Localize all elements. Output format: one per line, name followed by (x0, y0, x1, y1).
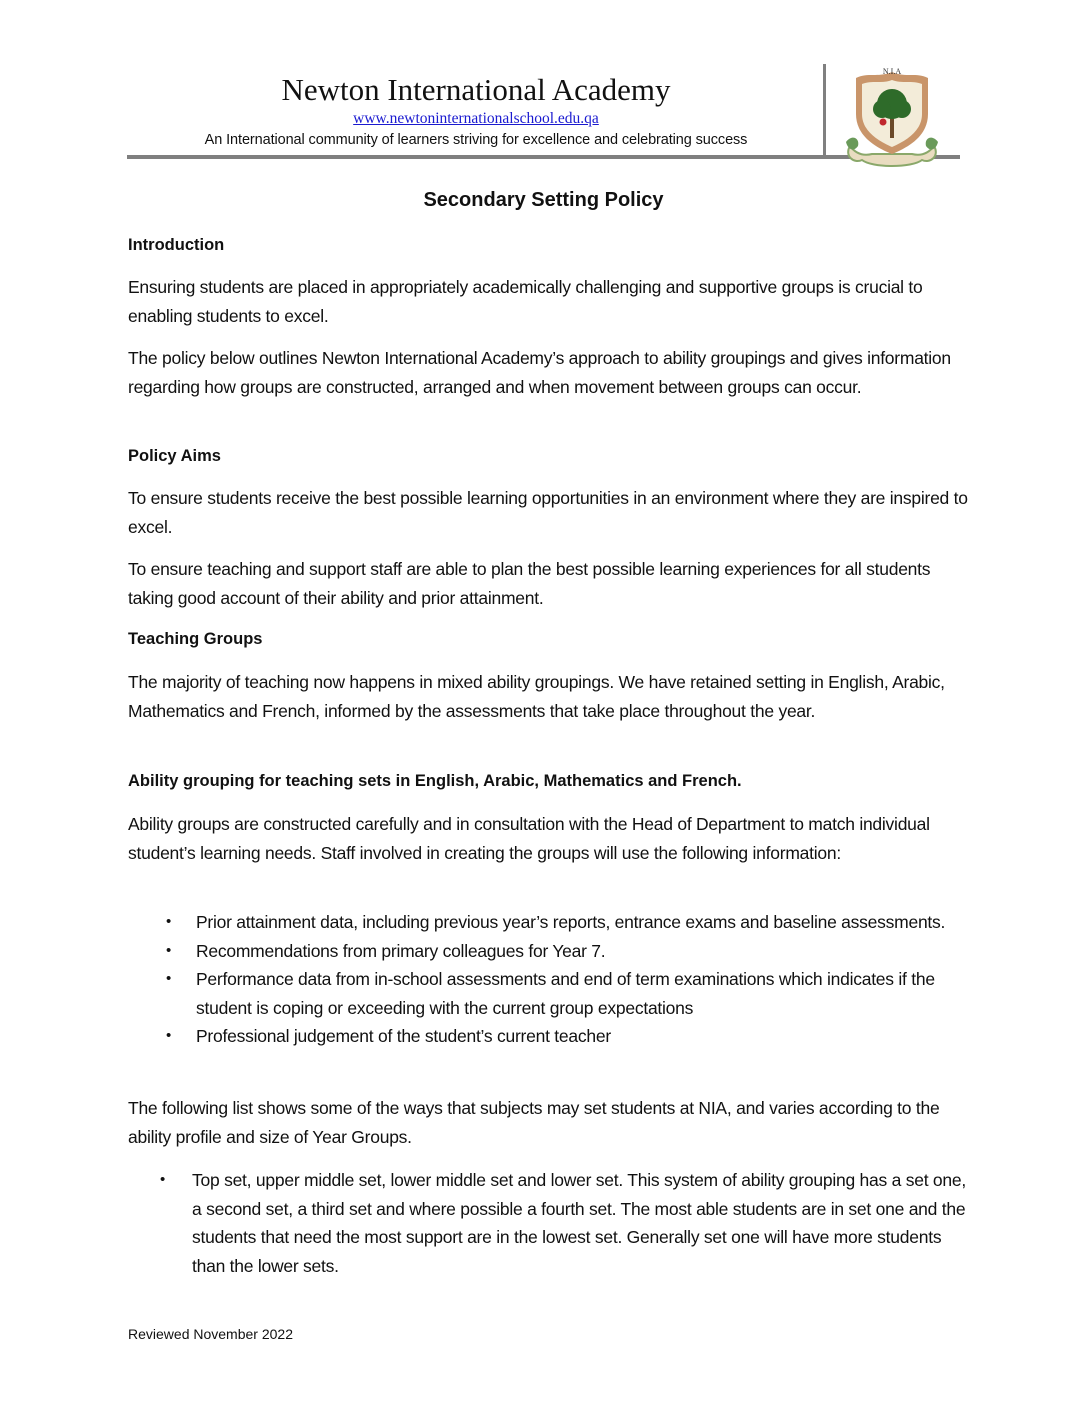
aims-paragraph-1: To ensure students receive the best possible learning opportunities in an environment where they are inspired to excel. (128, 488, 968, 537)
ability-grouping-paragraph: Ability groups are constructed carefully and in consultation with the Head of Department to match individual student’s learning needs. Staff involved in creating the groups will use the following information: (128, 814, 930, 863)
intro-paragraph-1: Ensuring students are placed in appropriately academically challenging and supportive groups is crucial to enabling students to excel. (128, 277, 923, 326)
bullet-icon: • (166, 970, 172, 987)
bullet-icon: • (160, 1171, 166, 1188)
set-methods-bullet-list (128, 1166, 968, 1280)
list-item: • Recommendations from primary colleagues for Year 7. (128, 937, 968, 966)
bullet-icon: • (166, 913, 172, 930)
section-heading-teaching-groups: Teaching Groups (128, 630, 263, 648)
teaching-groups-paragraph: The majority of teaching now happens in mixed ability groupings. We have retained setting in English, Arabic, Mathematics and French, informed by the assessments that take place throughout the year. (128, 672, 945, 721)
document-title: Secondary Setting Policy (423, 189, 664, 211)
school-name: Newton International Academy (281, 72, 671, 107)
svg-text:N.I.A: N.I.A (882, 67, 902, 76)
list-item: • Top set, upper middle set, lower middle set and lower set. This system of ability grouping has a set one, a second set, a third set and where possible a fourth set. The most able students are in set one and the students that need the most support are in the lowest set. Generally set one will have more students than the lower sets. (128, 1166, 968, 1280)
section-heading-ability-grouping: Ability grouping for teaching sets in English, Arabic, Mathematics and French. (128, 772, 742, 790)
review-date-footer: Reviewed November 2022 (128, 1326, 293, 1342)
website-link-container (127, 110, 825, 128)
set-methods-paragraph: The following list shows some of the ways that subjects may set students at NIA, and varies according to the ability profile and size of Year Groups. (128, 1098, 940, 1147)
list-item: • Professional judgement of the student’s current teacher (128, 1022, 968, 1051)
section-heading-introduction: Introduction (128, 236, 225, 254)
header-horizontal-divider (127, 155, 960, 159)
bullet-icon: • (166, 1027, 172, 1044)
school-tagline: An International community of learners striving for excellence and celebrating success (204, 132, 748, 148)
school-crest-logo (842, 64, 942, 172)
header-vertical-divider (823, 64, 826, 158)
information-bullet-list (128, 908, 968, 1051)
section-heading-policy-aims: Policy Aims (128, 447, 221, 465)
list-item: • Prior attainment data, including previous year’s reports, entrance exams and baseline assessments. (128, 908, 968, 937)
intro-paragraph-2: The policy below outlines Newton International Academy’s approach to ability groupings and gives information regarding how groups are constructed, arranged and when movement between groups can occur. (128, 348, 951, 397)
website-link[interactable]: www.newtoninternationalschool.edu.qa (353, 110, 599, 127)
crest-icon (842, 64, 942, 172)
bullet-icon: • (166, 941, 172, 959)
list-item: • Performance data from in-school assessments and end of term examinations which indicates if the student is coping or exceeding with the current group expectations (128, 965, 968, 1022)
aims-paragraph-2: To ensure teaching and support staff are able to plan the best possible learning experiences for all students taking good account of their ability and prior attainment. (128, 559, 931, 608)
